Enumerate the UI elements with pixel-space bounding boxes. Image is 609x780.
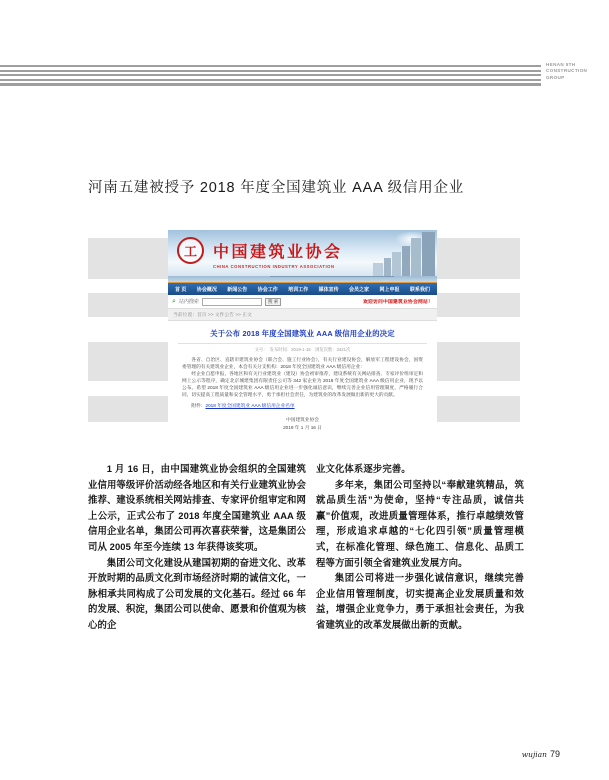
site-name: 中国建筑业协会 xyxy=(213,242,343,261)
brand-line: CONSTRUCTION xyxy=(546,68,588,74)
site-banner xyxy=(168,230,437,282)
page-footer xyxy=(470,744,560,762)
nav-item-training[interactable]: 培训工作 xyxy=(288,286,309,293)
body-paragraph: 业文化体系逐步完善。 xyxy=(316,463,411,474)
page-title: 河南五建被授予 2018 年度全国建筑业 AAA 级信用企业 xyxy=(88,180,465,196)
site-search-input[interactable] xyxy=(202,298,262,306)
site-search-row xyxy=(168,295,437,308)
nav-item-about[interactable]: 协会概况 xyxy=(196,286,217,293)
background-band xyxy=(88,342,168,381)
header-stripes xyxy=(0,65,541,88)
body-paragraph: 集团公司将进一步强化诚信意识，继续完善企业信用管理制度，切实提高企业发展质量和效益，增强企业竞争力，勇于承担社会责任，为我省建筑业的改革发展做出新的贡献。 xyxy=(316,572,524,630)
article-divider xyxy=(178,343,427,344)
attachment-line xyxy=(182,403,423,409)
nav-item-apply[interactable]: 网上申报 xyxy=(379,286,400,293)
article-title: 关于公布 2018 年度全国建筑业 AAA 级信用企业的决定 xyxy=(210,329,395,338)
building-shape xyxy=(373,263,383,276)
right-column xyxy=(316,461,524,633)
background-band xyxy=(88,396,168,422)
site-search-button[interactable]: 搜 索 xyxy=(265,298,281,306)
header-stripe xyxy=(0,70,541,72)
signature-org: 中国建筑业协会 xyxy=(286,417,319,423)
article-body xyxy=(182,357,423,398)
background-band xyxy=(437,342,520,381)
website-screenshot xyxy=(88,230,520,430)
background-band xyxy=(88,293,168,317)
body-paragraph: 集团公司文化建设从建国初期的奋进文化、改革开放时期的品质文化到市场经济时期的诚信文化，一脉相承共同构成了公司发展的文化基石。经过 66 年的发展、积淀，集团公司以使命、愿景和价值观为核心的企 xyxy=(88,556,306,630)
building-shape xyxy=(402,246,410,276)
background-band xyxy=(437,396,520,422)
body-paragraph: 多年来，集团公司坚持以“奉献建筑精品，筑就品质生活”为使命，坚持“专注品质，诚信共赢”价值观，改进质量管理体系，推行卓越绩效管理，形成追求卓越的“七化四引领”质量管理模式，在标准化管理、绿色施工、信息化、品质工程等方面引领全省建筑业发展方向。 xyxy=(316,478,524,568)
magazine-name: wujian xyxy=(521,750,547,759)
attachment-label: 附件： xyxy=(191,403,206,409)
nav-item-news[interactable]: 新闻公告 xyxy=(227,286,248,293)
article-paragraph: 经企业自愿申报，各地区和有关行业建筑业（建设）协会初审推荐，建设系统有关网站排查、专家评价组审定和网上公示等程序，确定北京城建集团有限责任公司等 342 家企业为 2018 年度全国建筑业 AAA 级信用企业，现予以公布。希望 2018 年度全国建筑业 AAA 级信用企业进一步强化诚信意识，继续完善企业信用管理制度，严格履行合同，切实提高工程质量和安全管理水平，勇于承担社会责任，为建筑业的改革发展做出新的更大的贡献。 xyxy=(182,370,423,397)
building-shape xyxy=(392,252,401,276)
left-column xyxy=(88,461,306,633)
ccia-logo-icon xyxy=(177,237,204,264)
ccia-logo-glyph: 工 xyxy=(183,245,197,260)
skyline-image xyxy=(342,230,437,282)
background-band xyxy=(88,238,168,279)
building-shape xyxy=(411,238,421,276)
nav-item-work[interactable]: 协会工作 xyxy=(257,286,278,293)
building-shape xyxy=(384,258,391,276)
body-columns xyxy=(88,461,524,633)
nav-item-contact[interactable]: 联系我们 xyxy=(409,286,430,293)
website-content xyxy=(168,230,437,430)
page-number: 79 xyxy=(549,749,560,759)
background-band xyxy=(437,238,520,279)
article-paragraph: 各省、自治区、直辖市建筑业协会（联合会、施工行业协会），有关行业建设协会，解放军工程建设协会，国资委管理的有关建筑业企业，本会有关分支机构：2018 年度全国建筑业 AAA 级信用企业： xyxy=(182,357,423,369)
background-band xyxy=(437,293,520,317)
nav-item-members[interactable]: 会员之家 xyxy=(349,286,370,293)
article-meta: 文号： 发布时间：2019-1-16 浏览次数：3421次 xyxy=(254,347,351,352)
header-stripe xyxy=(0,74,541,76)
bridge-line xyxy=(270,276,394,278)
header-stripe xyxy=(0,79,541,81)
header-stripe xyxy=(0,65,541,67)
site-notice-text: 欢迎访问中国建筑业协会网站！ xyxy=(363,300,433,305)
nav-item-media[interactable]: 媒体宣传 xyxy=(318,286,339,293)
search-label: 站内搜索 xyxy=(178,299,199,305)
article-signature xyxy=(182,416,423,430)
search-icon: ⌕ xyxy=(172,298,176,305)
brand-line: HENAN 5TH xyxy=(546,62,576,67)
site-nav xyxy=(168,282,437,295)
brand-line: GROUP xyxy=(546,74,565,80)
building-shape xyxy=(422,232,435,276)
site-article xyxy=(168,321,437,431)
breadcrumb: 当前位置：首页 >> 文件公告 >> 正文 xyxy=(168,308,437,321)
site-name-en: CHINA CONSTRUCTION INDUSTRY ASSOCIATION xyxy=(213,264,335,269)
signature-date: 2019 年 1 月 16 日 xyxy=(283,424,322,430)
nav-item-home[interactable]: 首 页 xyxy=(175,286,187,293)
header-stripe xyxy=(0,83,541,85)
brand-text xyxy=(546,62,587,81)
attachment-link[interactable]: 2018 年度全国建筑业 AAA 级信用企业名单 xyxy=(205,403,295,409)
body-paragraph: 1 月 16 日，由中国建筑业协会组织的全国建筑业信用等级评价活动经各地区和有关行业建筑业协会推荐、建设系统相关网站排查、专家评价组审定和网上公示，正式公布了 2018 年度全国建筑业 AAA 级信用企业名单，集团公司再次喜获荣誉，这是集团公司从 2005 年至今连续 13 年获得该奖项。 xyxy=(88,463,306,552)
site-names xyxy=(213,239,343,269)
